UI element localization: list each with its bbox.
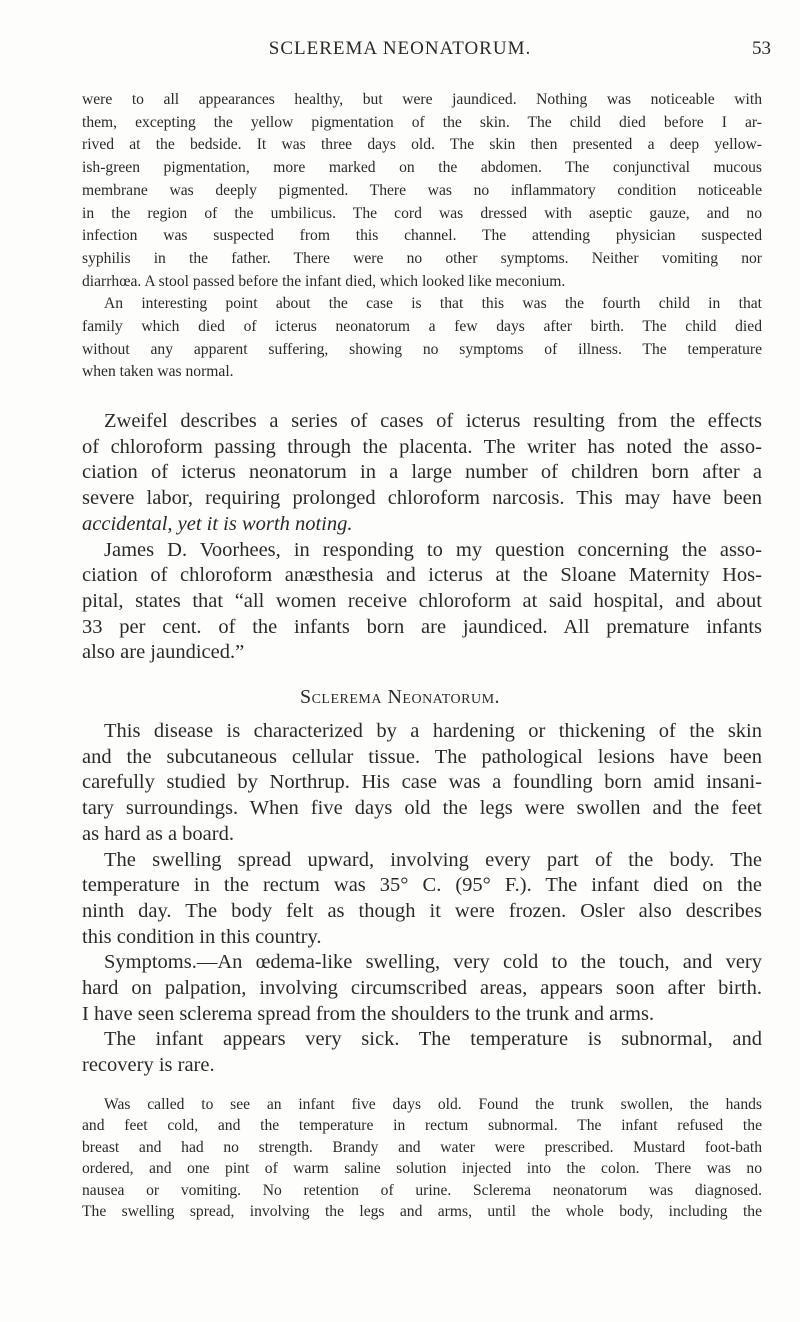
text-line: carefully studied by Northrup. His case was a foundling born amid insani- xyxy=(82,771,762,794)
text-line: nausea or vomiting. No retention of urine. Sclerema neonatorum was diagnosed. xyxy=(82,1181,762,1199)
text-line: as hard as a board. xyxy=(82,822,234,845)
text-line: and the subcutaneous cellular tissue. The pathological lesions have been xyxy=(82,745,762,768)
text-line: breast and had no strength. Brandy and water were prescribed. Mustard foot-bath xyxy=(82,1138,762,1156)
text-line: James D. Voorhees, in responding to my question concerning the asso- xyxy=(104,538,762,561)
text-line: An interesting point about the case is that this was the fourth child in that xyxy=(104,295,762,313)
text-line: Was called to see an infant five days old. Found the trunk swollen, the hands xyxy=(104,1096,762,1113)
text-line: Symptoms.—An œdema-like swelling, very cold to the touch, and very xyxy=(104,951,762,974)
text-line: tary surroundings. When five days old the legs were swollen and the feet xyxy=(82,797,762,820)
text-line: diarrhœa. A stool passed before the infant died, which looked like meconium. xyxy=(82,272,566,290)
text-line: 33 per cent. of the infants born are jaundiced. All premature infants xyxy=(82,615,762,638)
text-line: ciation of chloroform anæsthesia and icterus at the Sloane Maternity Hos- xyxy=(82,564,762,587)
text-line: accidental, yet it is worth noting. xyxy=(82,512,353,535)
section-heading: Sclerema Neonatorum. xyxy=(299,686,501,708)
case-report-sclerema xyxy=(82,1094,762,1222)
text-line: This disease is characterized by a hardening or thickening of the skin xyxy=(104,720,762,742)
text-line: I have seen sclerema spread from the shoulders to the trunk and arms. xyxy=(82,1002,655,1025)
text-line: when taken was normal. xyxy=(82,363,234,381)
text-line: pital, states that “all women receive chloroform at said hospital, and about xyxy=(82,589,762,612)
text-line: membrane was deeply pigmented. There was no inflammatory condition noticeable xyxy=(82,181,762,199)
chloroform-paragraph xyxy=(82,409,762,666)
text-line: syphilis in the father. There were no other symptoms. Neither vomiting nor xyxy=(82,249,762,267)
text-line: temperature in the rectum was 35° C. (95° F.). The infant died on the xyxy=(82,874,762,897)
text-line: infection was suspected from this channel. The attending physician suspected xyxy=(82,227,762,245)
text-line: hard on palpation, involving circumscribed areas, appears soon after birth. xyxy=(82,977,762,1000)
text-line: The infant appears very sick. The temperature is subnormal, and xyxy=(104,1028,762,1051)
text-line: severe labor, requiring prolonged chloroform narcosis. This may have been xyxy=(82,487,762,510)
sclerema-paragraphs xyxy=(82,719,762,1079)
text-line: of chloroform passing through the placenta. The writer has noted the asso- xyxy=(82,435,762,458)
text-line: without any apparent suffering, showing no symptoms of illness. The temperature xyxy=(82,340,762,358)
text-line: ninth day. The body felt as though it were frozen. Osler also describes xyxy=(82,899,762,922)
text-line: in the region of the umbilicus. The cord was dressed with aseptic gauze, and no xyxy=(82,204,762,222)
text-line: The swelling spread upward, involving every part of the body. The xyxy=(104,848,762,871)
text-line: also are jaundiced.” xyxy=(82,641,245,664)
text-line: ciation of icterus neonatorum in a large number of children born after a xyxy=(82,461,762,484)
running-title: SCLEREMA NEONATORUM. xyxy=(268,38,532,59)
text-line: The swelling spread, involving the legs and arms, until the whole body, including the xyxy=(82,1203,762,1221)
text-line: ordered, and one pint of warm saline solution injected into the colon. There was no xyxy=(82,1160,762,1178)
text-line: them, excepting the yellow pigmentation of the skin. The child died before I ar- xyxy=(82,113,762,131)
case-report-paragraph xyxy=(82,89,762,384)
page-number: 53 xyxy=(752,38,771,59)
text-line: rived at the bedside. It was three days old. The skin then presented a deep yellow- xyxy=(82,136,762,154)
text-line: and feet cold, and the temperature in rectum subnormal. The infant refused the xyxy=(82,1117,762,1135)
text-line: recovery is rare. xyxy=(82,1054,215,1077)
text-line: were to all appearances healthy, but were jaundiced. Nothing was noticeable with xyxy=(82,91,762,108)
text-line: this condition in this country. xyxy=(82,925,322,948)
text-line: family which died of icterus neonatorum a few days after birth. The child died xyxy=(82,318,762,336)
text-line: Zweifel describes a series of cases of icterus resulting from the effects xyxy=(104,410,762,432)
text-line: ish-green pigmentation, more marked on the abdomen. The conjunctival mucous xyxy=(82,159,762,177)
